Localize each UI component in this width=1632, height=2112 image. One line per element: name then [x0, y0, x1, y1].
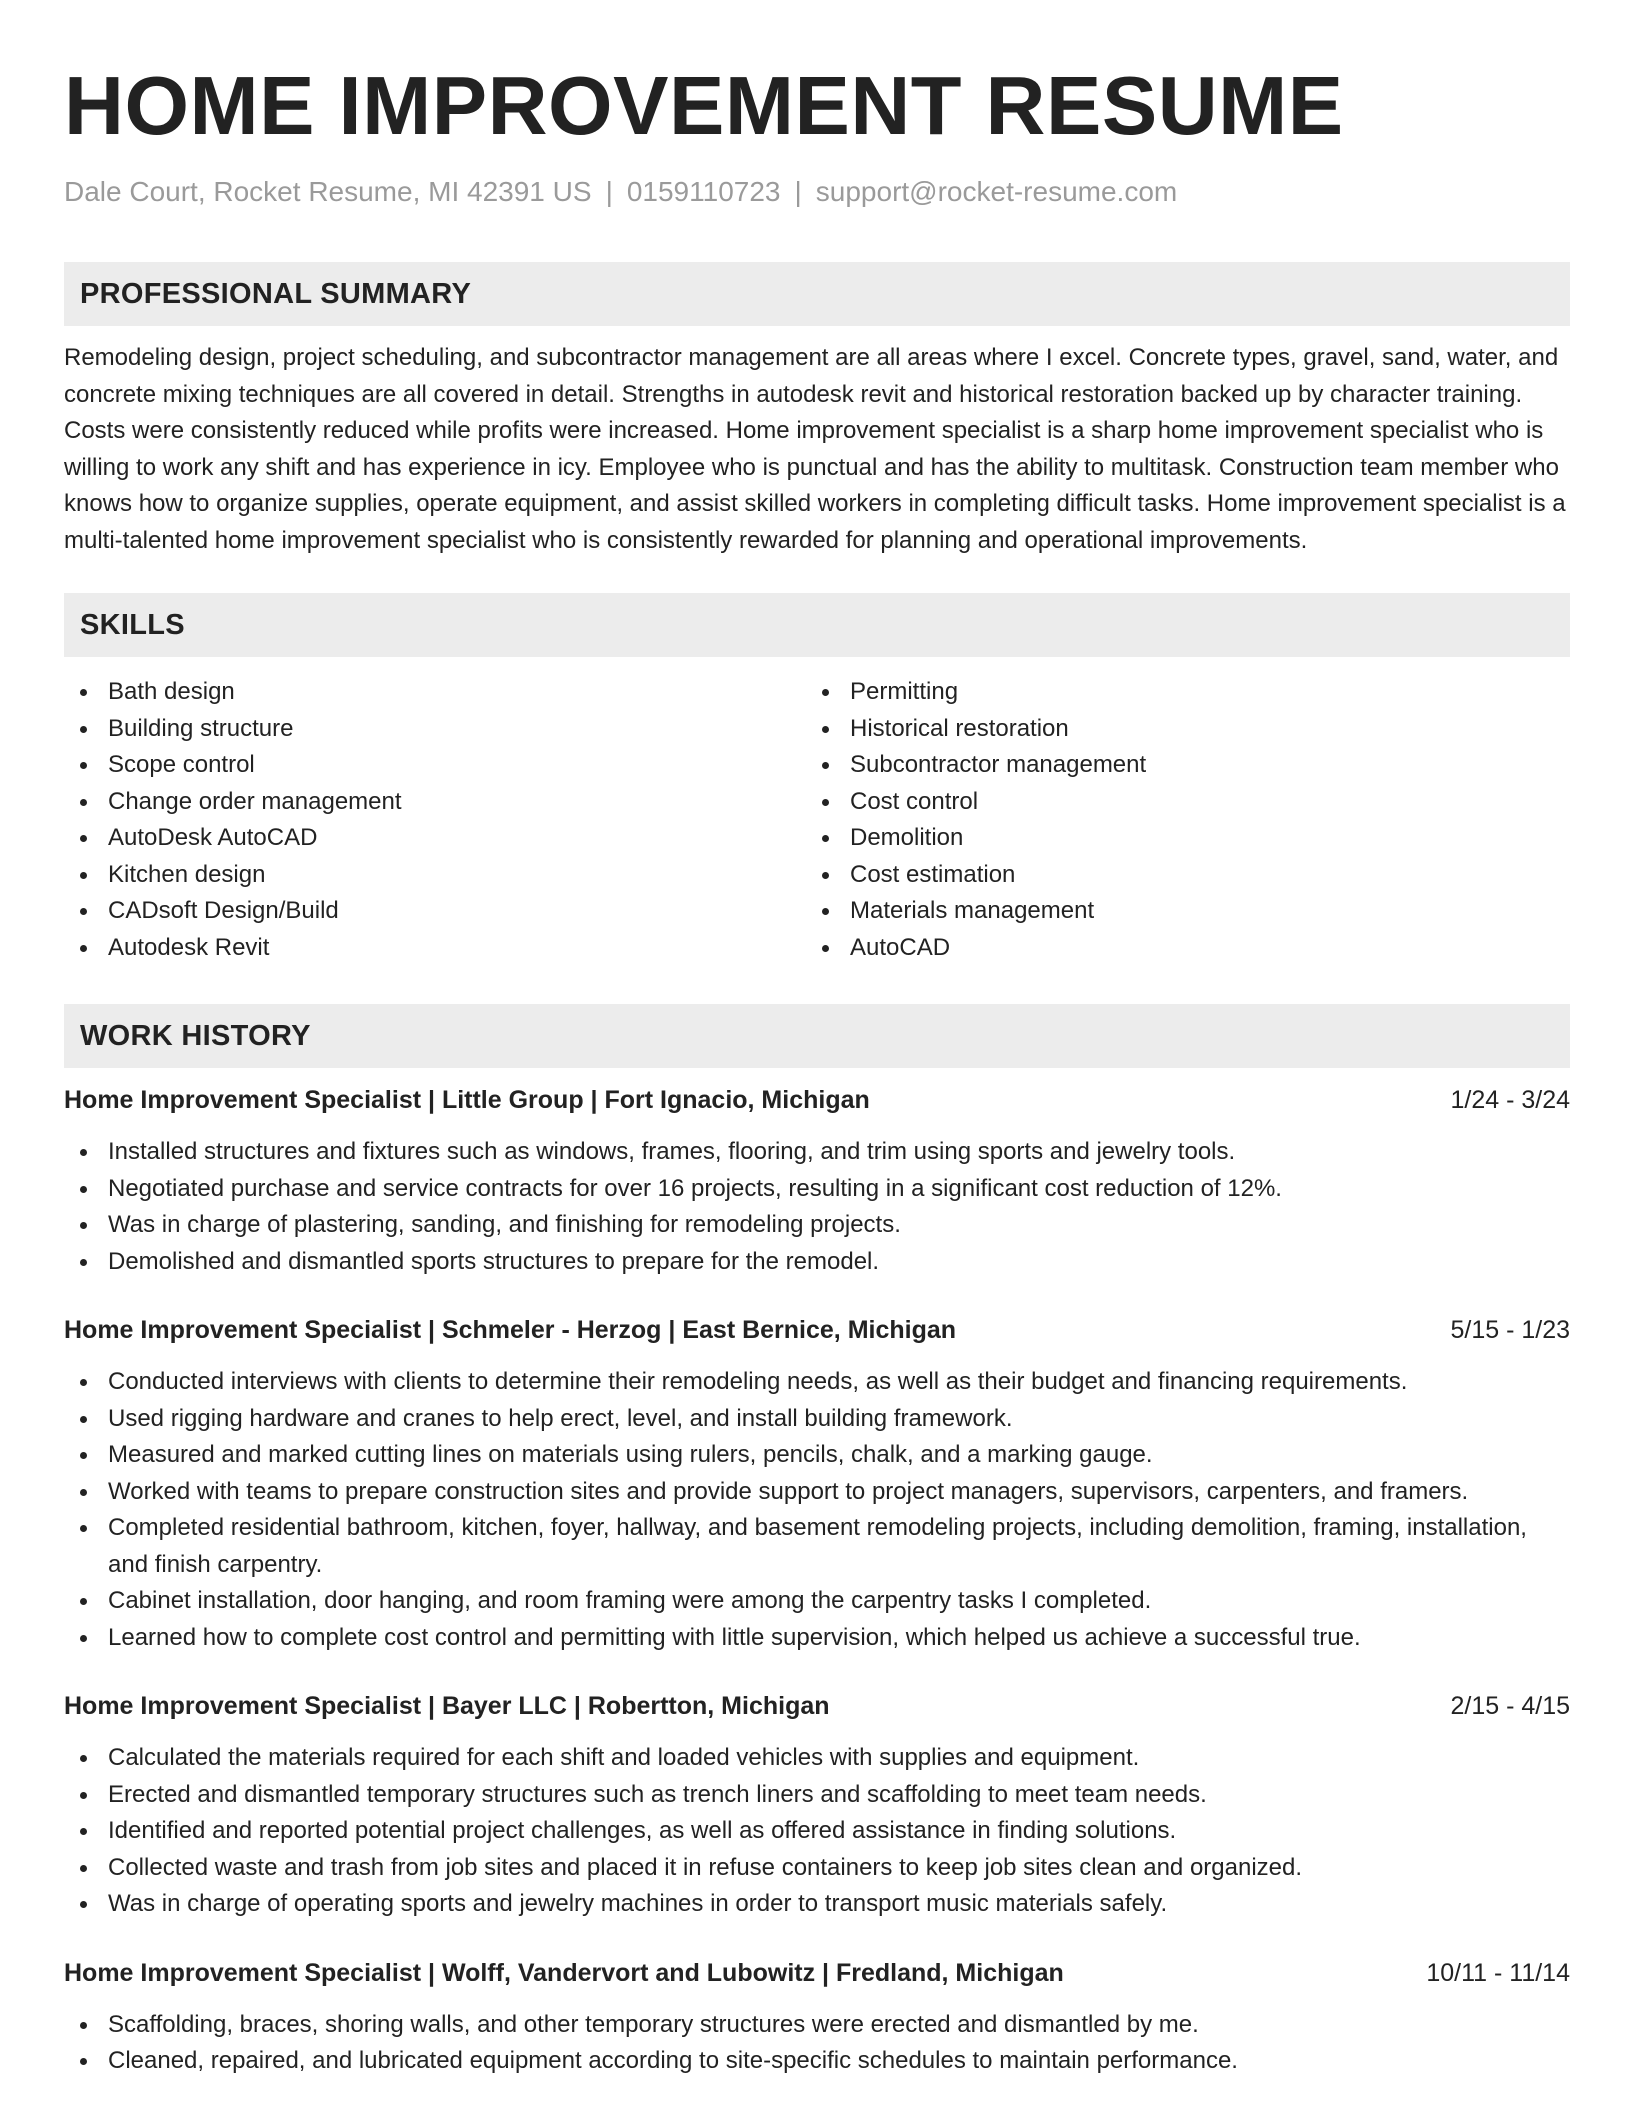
job-bullets: [64, 2007, 1570, 2080]
skill-item: CADsoft Design/Build: [64, 893, 806, 930]
job-bullet: Scaffolding, braces, shoring walls, and other temporary structures were erected and dismantled by me.: [64, 2007, 1570, 2044]
work-history-list: [64, 1082, 1570, 2080]
skill-item: Cost control: [806, 784, 1548, 821]
skill-item: AutoDesk AutoCAD: [64, 820, 806, 857]
skills-heading: SKILLS: [64, 593, 1570, 657]
summary-text: Remodeling design, project scheduling, and subcontractor management are all areas where I excel. Concrete types, gravel, sand, water, and concrete mixing techniques are all covered in detail. Strengths in autodesk revit and historical restoration backed up by character training. Costs were consistently reduced while profits were increased. Home improvement specialist is a sharp home improvement specialist who is willing to work any shift and has experience in icy. Employee who is punctual and has the ability to multitask. Construction team member who knows how to organize supplies, operate equipment, and assist skilled workers in completing difficult tasks. Home improvement specialist is a multi-talented home improvement specialist who is consistently rewarded for planning and operational improvements.: [64, 344, 1566, 554]
job-entry: [64, 1082, 1570, 1280]
skill-item: Change order management: [64, 784, 806, 821]
job-bullet: Calculated the materials required for each shift and loaded vehicles with supplies and equipment.: [64, 1740, 1570, 1777]
skill-item: Materials management: [806, 893, 1548, 930]
skill-item: Autodesk Revit: [64, 930, 806, 967]
contact-separator: |: [605, 176, 613, 207]
work-history-heading: WORK HISTORY: [64, 1004, 1570, 1068]
job-bullet: Negotiated purchase and service contracts for over 16 projects, resulting in a significant cost reduction of 12%.: [64, 1171, 1570, 1208]
job-bullet: Used rigging hardware and cranes to help erect, level, and install building framework.: [64, 1401, 1570, 1438]
job-header: [64, 1955, 1570, 1991]
contact-address: Dale Court, Rocket Resume, MI 42391 US: [64, 176, 592, 207]
skill-item: Cost estimation: [806, 857, 1548, 894]
skill-item: Subcontractor management: [806, 747, 1548, 784]
job-bullet: Cleaned, repaired, and lubricated equipment according to site-specific schedules to maintain performance.: [64, 2043, 1570, 2080]
job-dates: 5/15 - 1/23: [1450, 1316, 1570, 1344]
skill-item: AutoCAD: [806, 930, 1548, 967]
job-bullet: Was in charge of operating sports and jewelry machines in order to transport music materials safely.: [64, 1886, 1570, 1923]
job-dates: 1/24 - 3/24: [1450, 1086, 1570, 1114]
summary-heading: PROFESSIONAL SUMMARY: [64, 262, 1570, 326]
job-bullet: Worked with teams to prepare construction sites and provide support to project managers, supervisors, carpenters, and framers.: [64, 1474, 1570, 1511]
job-bullet: Learned how to complete cost control and permitting with little supervision, which helped us achieve a successful true.: [64, 1620, 1570, 1657]
job-bullet: Demolished and dismantled sports structures to prepare for the remodel.: [64, 1244, 1570, 1281]
job-bullets: [64, 1740, 1570, 1923]
skill-item: Historical restoration: [806, 711, 1548, 748]
job-title: Home Improvement Specialist | Wolff, Vandervort and Lubowitz | Fredland, Michigan: [64, 1958, 1064, 1987]
job-bullet: Erected and dismantled temporary structures such as trench liners and scaffolding to meet team needs.: [64, 1777, 1570, 1814]
contact-line: [64, 174, 1570, 210]
skill-item: Permitting: [806, 674, 1548, 711]
skills-right-column: [806, 674, 1548, 966]
job-bullet: Was in charge of plastering, sanding, and finishing for remodeling projects.: [64, 1207, 1570, 1244]
skill-item: Scope control: [64, 747, 806, 784]
job-header: [64, 1082, 1570, 1118]
job-bullet: Installed structures and fixtures such as windows, frames, flooring, and trim using sports and jewelry tools.: [64, 1134, 1570, 1171]
skill-item: Demolition: [806, 820, 1548, 857]
resume-title: HOME IMPROVEMENT RESUME: [64, 59, 1344, 152]
job-header: [64, 1688, 1570, 1724]
job-entry: [64, 1688, 1570, 1923]
job-dates: 2/15 - 4/15: [1450, 1692, 1570, 1720]
job-entry: [64, 1312, 1570, 1656]
job-title: Home Improvement Specialist | Schmeler - Herzog | East Bernice, Michigan: [64, 1316, 957, 1344]
job-header: [64, 1312, 1570, 1348]
job-title: Home Improvement Specialist | Little Group | Fort Ignacio, Michigan: [64, 1086, 870, 1114]
contact-phone: 0159110723: [626, 176, 781, 207]
job-bullet: Cabinet installation, door hanging, and room framing were among the carpentry tasks I completed.: [64, 1583, 1570, 1620]
skill-item: Kitchen design: [64, 857, 806, 894]
job-entry: [64, 1955, 1570, 2080]
job-bullet: Collected waste and trash from job sites and placed it in refuse containers to keep job sites clean and organized.: [64, 1850, 1570, 1887]
contact-separator: |: [794, 176, 802, 207]
job-bullet: Conducted interviews with clients to determine their remodeling needs, as well as their budget and financing requirements.: [64, 1364, 1570, 1401]
job-dates: 10/11 - 11/14: [1426, 1958, 1570, 1987]
job-bullets: [64, 1364, 1570, 1656]
job-bullet: Identified and reported potential project challenges, as well as offered assistance in finding solutions.: [64, 1813, 1570, 1850]
job-bullets: [64, 1134, 1570, 1280]
job-bullet: Measured and marked cutting lines on materials using rulers, pencils, chalk, and a marking gauge.: [64, 1437, 1570, 1474]
skills-left-column: [64, 674, 806, 966]
contact-email: support@rocket-resume.com: [815, 176, 1178, 207]
skill-item: Building structure: [64, 711, 806, 748]
job-title: Home Improvement Specialist | Bayer LLC | Robertton, Michigan: [64, 1692, 830, 1720]
skills-columns: [64, 674, 1570, 966]
resume-page: [64, 56, 1570, 2080]
job-bullet: Completed residential bathroom, kitchen, foyer, hallway, and basement remodeling projects, including demolition, framing, installation, and finish carpentry.: [64, 1510, 1570, 1583]
skill-item: Bath design: [64, 674, 806, 711]
